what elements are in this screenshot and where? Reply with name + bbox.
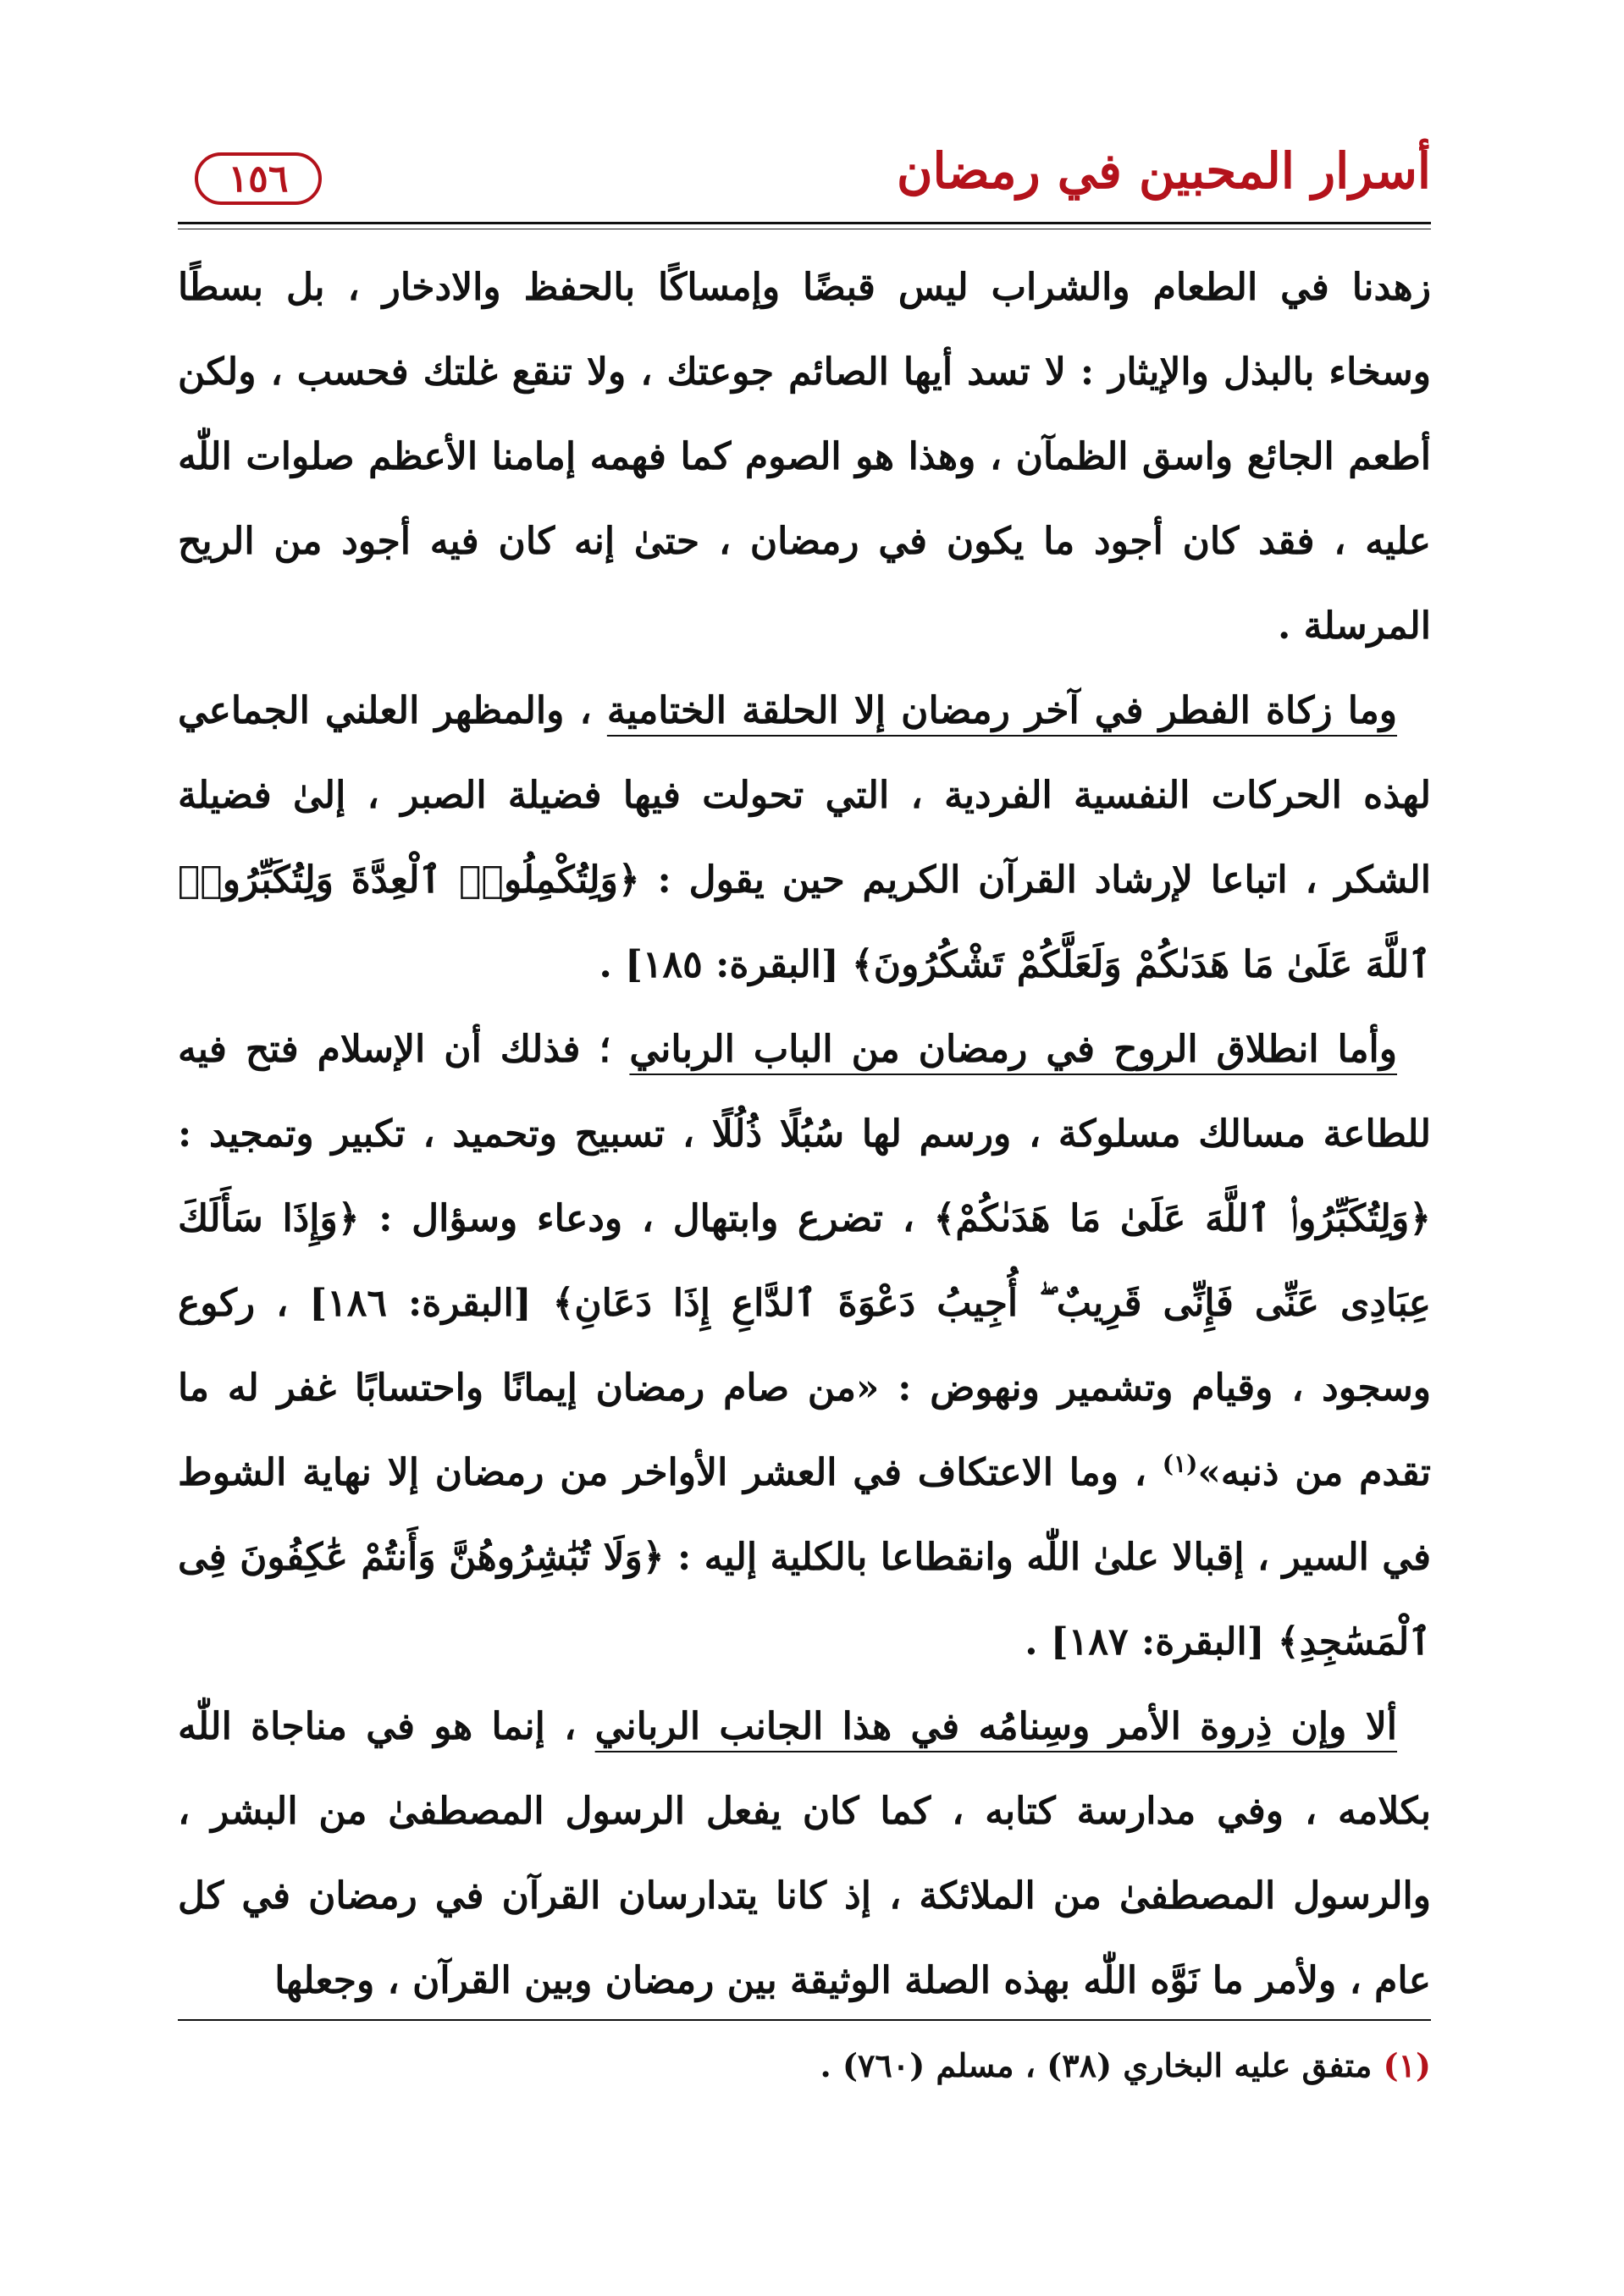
paragraph-1 — [178, 246, 1431, 669]
paragraph-3 — [178, 1007, 1431, 1685]
footnote-1-text: متفق عليه البخاري (٣٨) ، مسلم (٧٦٠) . — [820, 2046, 1384, 2084]
quran-verse-3: ﴿وَإِذَا سَأَلَكَ عِبَادِى عَنِّى فَإِنِّى قَرِيبٌ ۖ أُجِيبُ دَعْوَةَ ٱلدَّاعِ إِذَا دَعَانِ﴾ — [178, 1197, 1431, 1325]
paragraph-3-text-a: ؛ فذلك أن الإسلام فتح فيه للطاعة مسالك مسلوكة ، ورسم لها سُبُلًا ذُلُلًا ، تسبيح وتحميد ، تكبير وتمجيد : — [178, 1028, 1431, 1156]
paragraph-4-lead: ألا وإن ذِروة الأمر وسِنامُه في هذا الجانب الرباني — [594, 1705, 1398, 1748]
verse-ref-1: [البقرة: ١٨٥] . — [599, 943, 853, 986]
paragraph-4 — [178, 1685, 1431, 2023]
paragraph-3-text-c: [البقرة: ١٨٦] ، ركوع وسجود ، وقيام وتشمير ونهوض : — [178, 1282, 1432, 1410]
paragraph-3-text-e: [البقرة: ١٨٧] . — [1025, 1620, 1278, 1664]
header-rule — [178, 222, 1431, 224]
paragraph-2 — [178, 669, 1431, 1007]
hadith-quote: «من صام رمضان إيمانًا واحتسابًا غفر له ما تقدم من ذنبه» — [178, 1366, 1431, 1494]
footnote-rule — [178, 2019, 1431, 2021]
paragraph-3-lead: وأما انطلاق الروح في رمضان من الباب الرباني — [629, 1028, 1397, 1071]
paragraph-2-text: ، والمظهر العلني الجماعي لهذه الحركات النفسية الفردية ، التي تحولت فيها فضيلة الصبر ، إلىٰ فضيلة الشكر ، اتباعا لإرشاد القرآن الكريم حين يقول : — [178, 689, 1431, 902]
footnote-1-mark: (١) — [1383, 2046, 1431, 2084]
footnote-1 — [178, 2040, 1431, 2091]
quran-verse-2: ﴿وَلِتُكَبِّرُوا۟ ٱللَّهَ عَلَىٰ مَا هَدَىٰكُمْ﴾ — [933, 1197, 1431, 1240]
body-text — [178, 246, 1431, 2023]
page-number-badge: ١٥٦ — [195, 152, 322, 205]
paragraph-2-lead: وما زكاة الفطر في آخر رمضان إلا الحلقة الختامية — [606, 689, 1398, 732]
page-title: أسرار المحبين في رمضان — [896, 142, 1431, 200]
paragraph-3-text-b: ، تضرع وابتهال ، ودعاء وسؤال : — [359, 1197, 934, 1240]
quran-verse-4: ﴿وَلَا تُبَٰشِرُوهُنَّ وَأَنتُمْ عَٰكِفُونَ فِى ٱلْمَسَٰجِدِ﴾ — [178, 1536, 1431, 1664]
page-header — [178, 127, 1431, 229]
footnotes — [178, 2040, 1431, 2091]
paragraph-3-text-d: ، وما الاعتكاف في العشر الأواخر من رمضان إلا نهاية الشوط في السير ، إقبالا علىٰ اللّٰه وانقطاعا بالكلية إليه : — [178, 1451, 1432, 1579]
footnote-reference[interactable]: (١) — [1162, 1449, 1198, 1478]
paragraph-4-text: ، إنما هو في مناجاة اللّٰه بكلامه ، وفي مدارسة كتابه ، كما كان يفعل الرسول المصطفىٰ من البشر ، والرسول المصطفىٰ من الملائكة ، إذ كانا يتدارسان القرآن في رمضان في كل عام ، ولأمر ما نَوَّه اللّٰه بهذه الصلة الوثيقة بين رمضان وبين القرآن ، وجعلها — [178, 1705, 1431, 2002]
paragraph-1-text: زهدنا في الطعام والشراب ليس قبضًا وإمساكًا بالحفظ والادخار ، بل بسطًا وسخاء بالبذل والإيثار : لا تسد أيها الصائم جوعتك ، ولا تنقع غلتك فحسب ، ولكن أطعم الجائع واسق الظمآن ، وهذا هو الصوم كما فهمه إمامنا الأعظم صلوات اللّٰه عليه ، فقد كان أجود ما يكون في رمضان ، حتىٰ إنه كان فيه أجود من الريح المرسلة . — [178, 266, 1431, 648]
quran-verse-1: ﴿وَلِتُكْمِلُوا۟ ٱلْعِدَّةَ وَلِتُكَبِّرُوا۟ ٱللَّهَ عَلَىٰ مَا هَدَىٰكُمْ وَلَعَلَّكُمْ تَشْكُرُونَ﴾ — [178, 858, 1431, 986]
